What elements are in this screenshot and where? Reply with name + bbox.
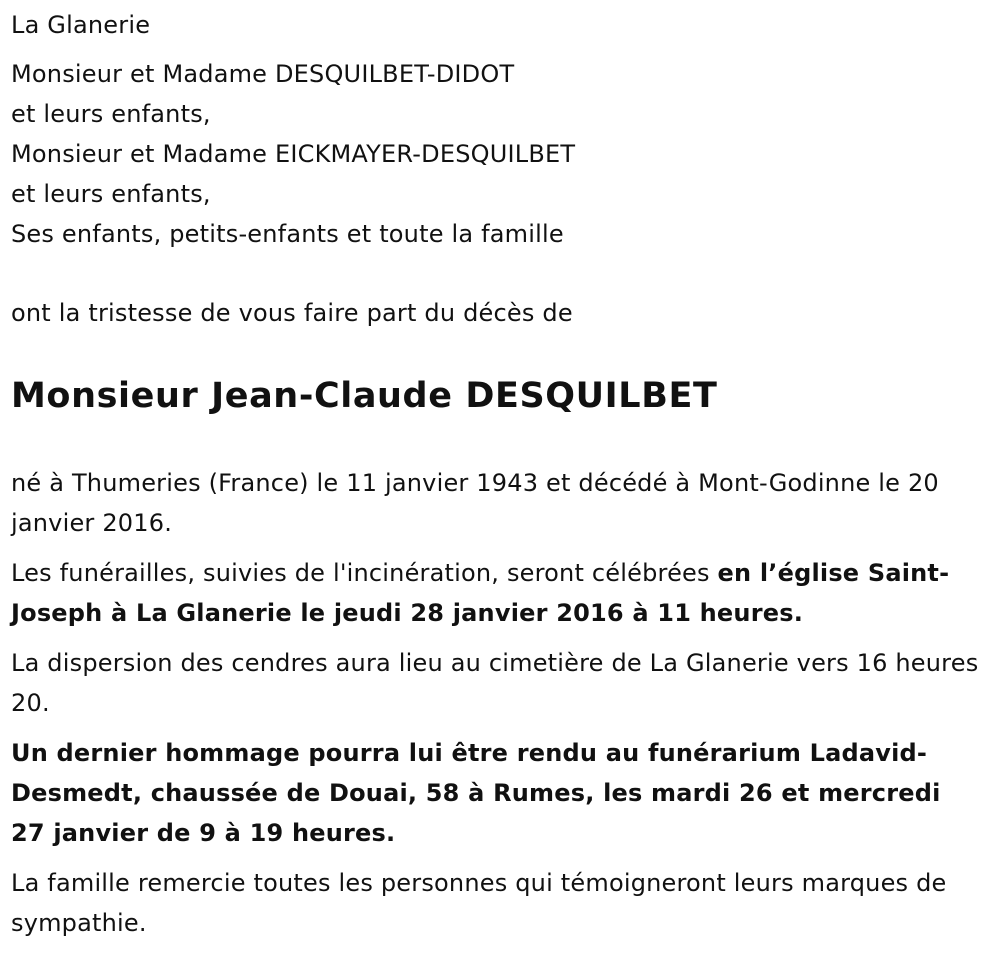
family-line: et leurs enfants, [11, 100, 211, 128]
announcement-text: ont la tristesse de vous faire part du décès de [11, 299, 573, 327]
obituary-notice [11, 0, 981, 943]
tribute-paragraph: Un dernier hommage pourra lui être rendu au funérarium Ladavid-Desmedt, chaussée de Douai, 58 à Rumes, les mardi 26 et mercredi 27 janvier de 9 à 19 heures. [11, 739, 941, 847]
family-line: Monsieur et Madame EICKMAYER-DESQUILBET [11, 140, 576, 168]
family-list [11, 54, 981, 254]
place-name: La Glanerie [11, 11, 151, 39]
funeral-paragraph [11, 553, 981, 633]
funeral-intro: Les funérailles, suivies de l'incinération, seront célébrées [11, 559, 718, 587]
ashes-paragraph: La dispersion des cendres aura lieu au cimetière de La Glanerie vers 16 heures 20. [11, 649, 979, 717]
funeral-details: en l’église Saint-Joseph à La Glanerie le jeudi 28 janvier 2016 à 11 heures. [11, 559, 950, 627]
birth-death-text: né à Thumeries (France) le 11 janvier 1943 et décédé à Mont-Godinne le 20 janvier 2016. [11, 469, 939, 537]
family-line: Ses enfants, petits-enfants et toute la famille [11, 220, 564, 248]
deceased-name: Monsieur Jean-Claude DESQUILBET [11, 376, 718, 416]
thanks-paragraph: La famille remercie toutes les personnes qui témoigneront leurs marques de sympathie. [11, 869, 947, 937]
family-line: et leurs enfants, [11, 180, 211, 208]
family-line: Monsieur et Madame DESQUILBET-DIDOT [11, 60, 515, 88]
